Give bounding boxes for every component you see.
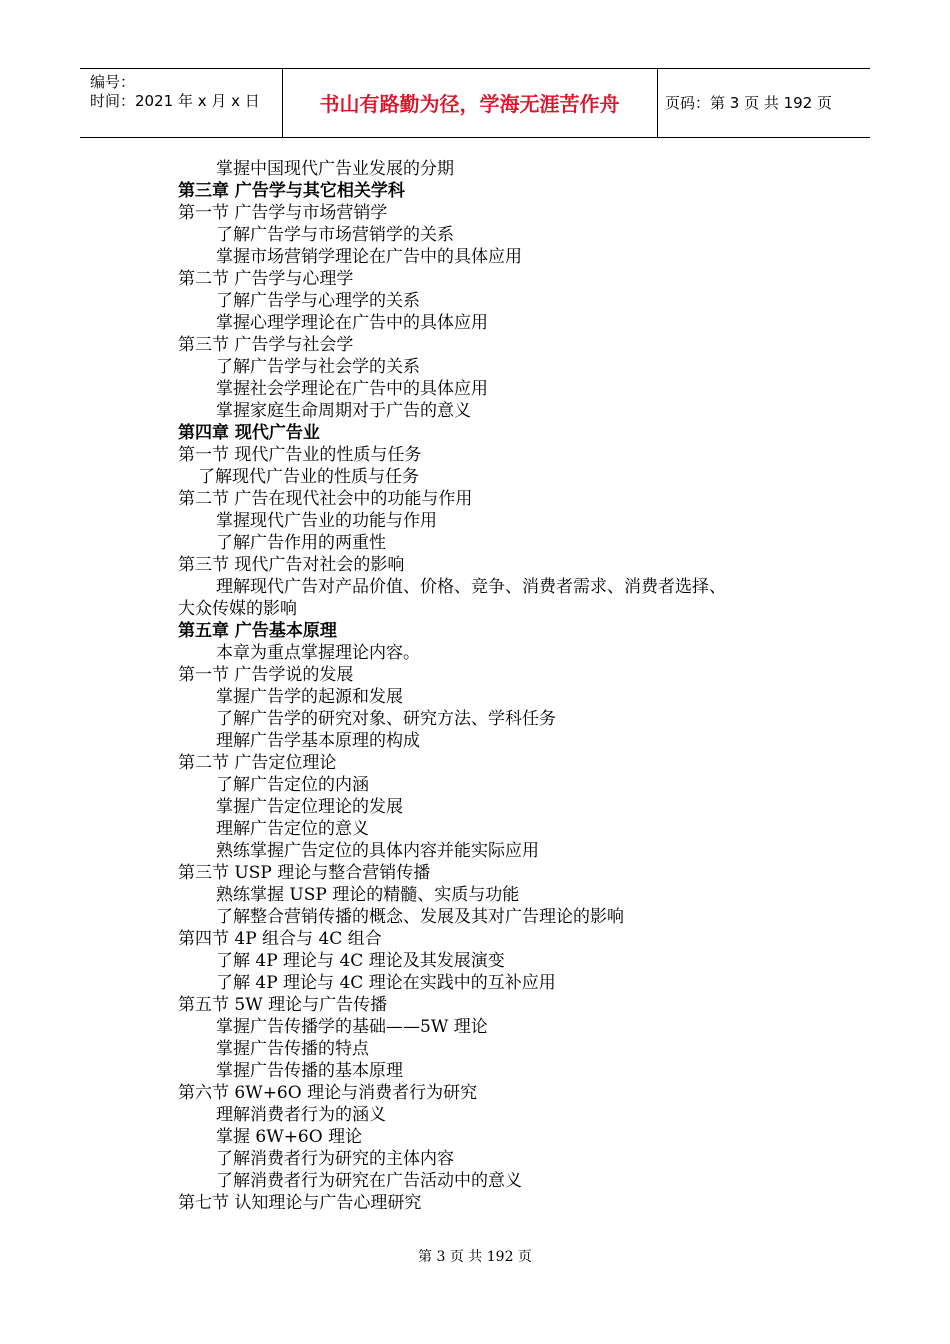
requirement-item: 了解广告学的研究对象、研究方法、学科任务: [216, 709, 556, 729]
requirement-item: 理解广告定位的意义: [216, 819, 369, 839]
section-heading: 第三节 广告学与社会学: [178, 335, 354, 355]
section-heading: 第三节 现代广告对社会的影响: [178, 555, 405, 575]
section-heading: 第二节 广告在现代社会中的功能与作用: [178, 489, 473, 509]
requirement-item: 掌握广告传播的特点: [216, 1039, 369, 1059]
section-heading: 第一节 广告学说的发展: [178, 665, 354, 685]
section-heading: 第四节 4P 组合与 4C 组合: [178, 929, 382, 949]
requirement-item: 掌握广告学的起源和发展: [216, 687, 403, 707]
requirement-item: 熟练掌握 USP 理论的精髓、实质与功能: [216, 885, 520, 905]
requirement-item: 了解广告学与心理学的关系: [216, 291, 420, 311]
section-heading: 大众传媒的影响: [178, 599, 297, 619]
requirement-item: 掌握市场营销学理论在广告中的具体应用: [216, 247, 522, 267]
requirement-item: 掌握广告传播学的基础——5W 理论: [216, 1017, 488, 1037]
requirement-item: 了解整合营销传播的概念、发展及其对广告理论的影响: [216, 907, 624, 927]
document-date-label: 时间：2021 年 x 月 x 日: [90, 92, 260, 110]
requirement-item: 了解消费者行为研究在广告活动中的意义: [216, 1171, 522, 1191]
requirement-item: 掌握 6W+6O 理论: [216, 1127, 363, 1147]
requirement-item: 掌握社会学理论在广告中的具体应用: [216, 379, 488, 399]
chapter-heading: 第三章 广告学与其它相关学科: [178, 181, 405, 201]
section-heading: 第二节 广告学与心理学: [178, 269, 354, 289]
section-heading: 第七节 认知理论与广告心理研究: [178, 1193, 422, 1213]
requirement-item: 掌握广告定位理论的发展: [216, 797, 403, 817]
chapter-heading: 第五章 广告基本原理: [178, 621, 337, 641]
document-number-label: 编号：: [90, 73, 136, 91]
section-heading: 第六节 6W+6O 理论与消费者行为研究: [178, 1083, 478, 1103]
requirement-item: 掌握中国现代广告业发展的分期: [216, 159, 454, 179]
section-heading: 第五节 5W 理论与广告传播: [178, 995, 388, 1015]
requirement-item: 了解广告作用的两重性: [216, 533, 386, 553]
page-footer: 第 3 页 共 192 页: [418, 1249, 532, 1265]
section-heading: 第一节 现代广告业的性质与任务: [178, 445, 422, 465]
header-page-info: 页码：第 3 页 共 192 页: [665, 94, 833, 112]
section-heading: 第一节 广告学与市场营销学: [178, 203, 388, 223]
document-body: [178, 158, 818, 1214]
header-page-cell: [657, 69, 870, 137]
requirement-item: 掌握广告传播的基本原理: [216, 1061, 403, 1081]
header-motto: 书山有路勤为径，学海无涯苦作舟: [319, 92, 620, 116]
requirement-item: 了解广告学与市场营销学的关系: [216, 225, 454, 245]
header-meta-cell: [80, 69, 283, 137]
requirement-item: 了解现代广告业的性质与任务: [198, 467, 419, 487]
requirement-item: 掌握现代广告业的功能与作用: [216, 511, 437, 531]
requirement-item: 了解广告定位的内涵: [216, 775, 369, 795]
page-header: [80, 68, 870, 138]
requirement-item: 理解广告学基本原理的构成: [216, 731, 420, 751]
requirement-item: 了解广告学与社会学的关系: [216, 357, 420, 377]
requirement-item: 了解消费者行为研究的主体内容: [216, 1149, 454, 1169]
requirement-item: 掌握心理学理论在广告中的具体应用: [216, 313, 488, 333]
requirement-item: 了解 4P 理论与 4C 理论及其发展演变: [216, 951, 505, 971]
section-heading: 第二节 广告定位理论: [178, 753, 337, 773]
requirement-item: 理解消费者行为的涵义: [216, 1105, 386, 1125]
requirement-item: 掌握家庭生命周期对于广告的意义: [216, 401, 471, 421]
chapter-heading: 第四章 现代广告业: [178, 423, 320, 443]
header-motto-cell: [282, 69, 658, 137]
section-heading: 第三节 USP 理论与整合营销传播: [178, 863, 431, 883]
requirement-item: 本章为重点掌握理论内容。: [216, 643, 420, 663]
requirement-item: 理解现代广告对产品价值、价格、竞争、消费者需求、消费者选择、: [216, 577, 726, 597]
requirement-item: 熟练掌握广告定位的具体内容并能实际应用: [216, 841, 539, 861]
requirement-item: 了解 4P 理论与 4C 理论在实践中的互补应用: [216, 973, 556, 993]
